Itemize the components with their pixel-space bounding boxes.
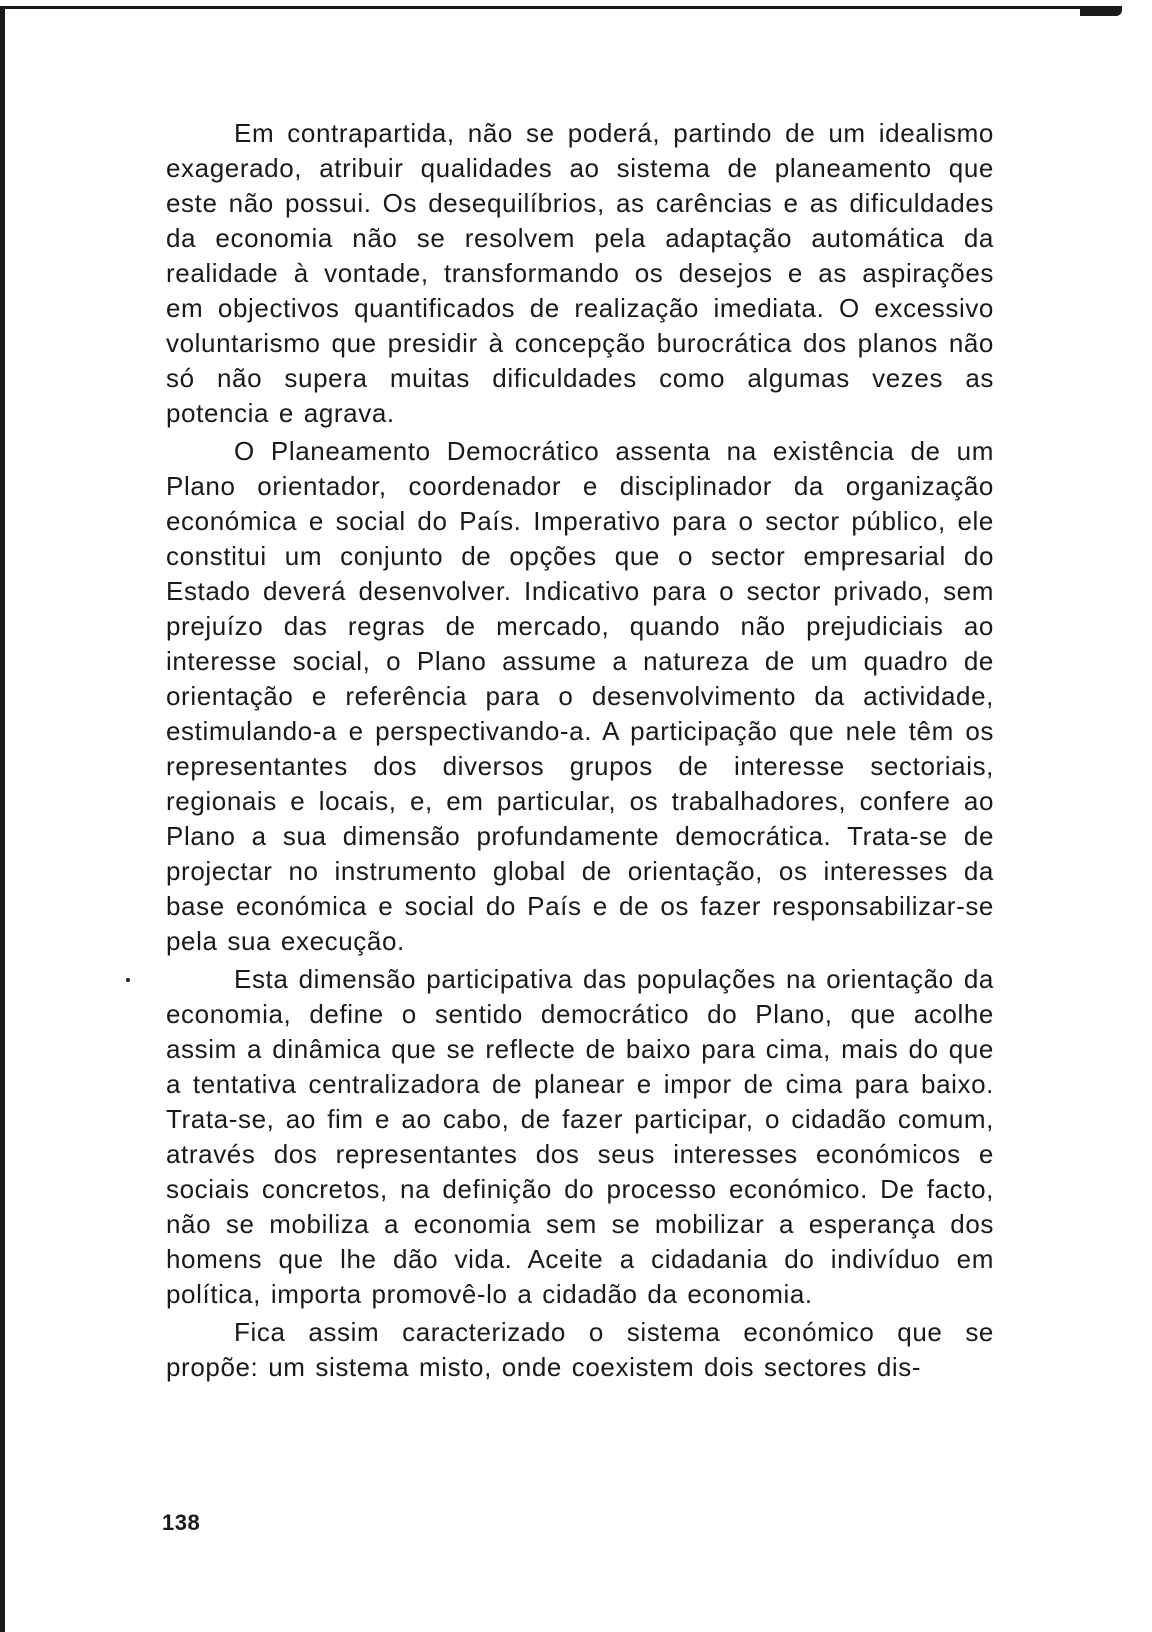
margin-mark [126,978,130,982]
scan-border-corner [1080,6,1122,16]
paragraph-3: Esta dimensão participativa das populações na orientação da economia, define o sentido democrático do Plano, que acolhe assim a dinâmica que se reflecte de baixo para cima, mais do que a tentativa centralizadora de planear e impor de cima para baixo. Trata-se, ao fim e ao cabo, de fazer participar, o cidadão comum, através dos representantes dos seus interesses económicos e sociais concretos, na definição do processo económico. De facto, não se mobiliza a economia sem se mobilizar a esperança dos homens que lhe dão vida. Aceite a cidadania do indivíduo em política, importa promovê-lo a cidadão da economia. [166,964,994,1309]
page-body [166,116,994,1388]
paragraph-1: Em contrapartida, não se poderá, partindo de um idealismo exagerado, atribuir qualidades ao sistema de planeamento que este não possui. Os desequilíbrios, as carências e as dificuldades da economia não se resolvem pela adaptação automática da realidade à vontade, transformando os desejos e as aspirações em objectivos quantificados de realização imediata. O excessivo voluntarismo que presidir à concepção burocrática dos planos não só não supera muitas dificuldades como algumas vezes as potencia e agrava. [166,118,994,428]
page-number: 138 [162,1510,201,1535]
paragraph-4: Fica assim caracterizado o sistema económico que se propõe: um sistema misto, onde coexistem dois sectores dis- [166,1317,994,1382]
paragraph-2: O Planeamento Democrático assenta na existência de um Plano orientador, coordenador e disciplinador da organização económica e social do País. Imperativo para o sector público, ele constitui um conjunto de opções que o sector empresarial do Estado deverá desenvolver. Indicativo para o sector privado, sem prejuízo das regras de mercado, quando não prejudiciais ao interesse social, o Plano assume a natureza de um quadro de orientação e referência para o desenvolvimento da actividade, estimulando-a e perspectivando-a. A participação que nele têm os representantes dos diversos grupos de interesse sectoriais, regionais e locais, e, em particular, os trabalhadores, confere ao Plano a sua dimensão profundamente democrática. Trata-se de projectar no instrumento global de orientação, os interesses da base económica e social do País e de os fazer responsabilizar-se pela sua execução. [166,436,994,956]
scan-border-top [0,6,1120,9]
scan-border-left [0,6,5,1632]
